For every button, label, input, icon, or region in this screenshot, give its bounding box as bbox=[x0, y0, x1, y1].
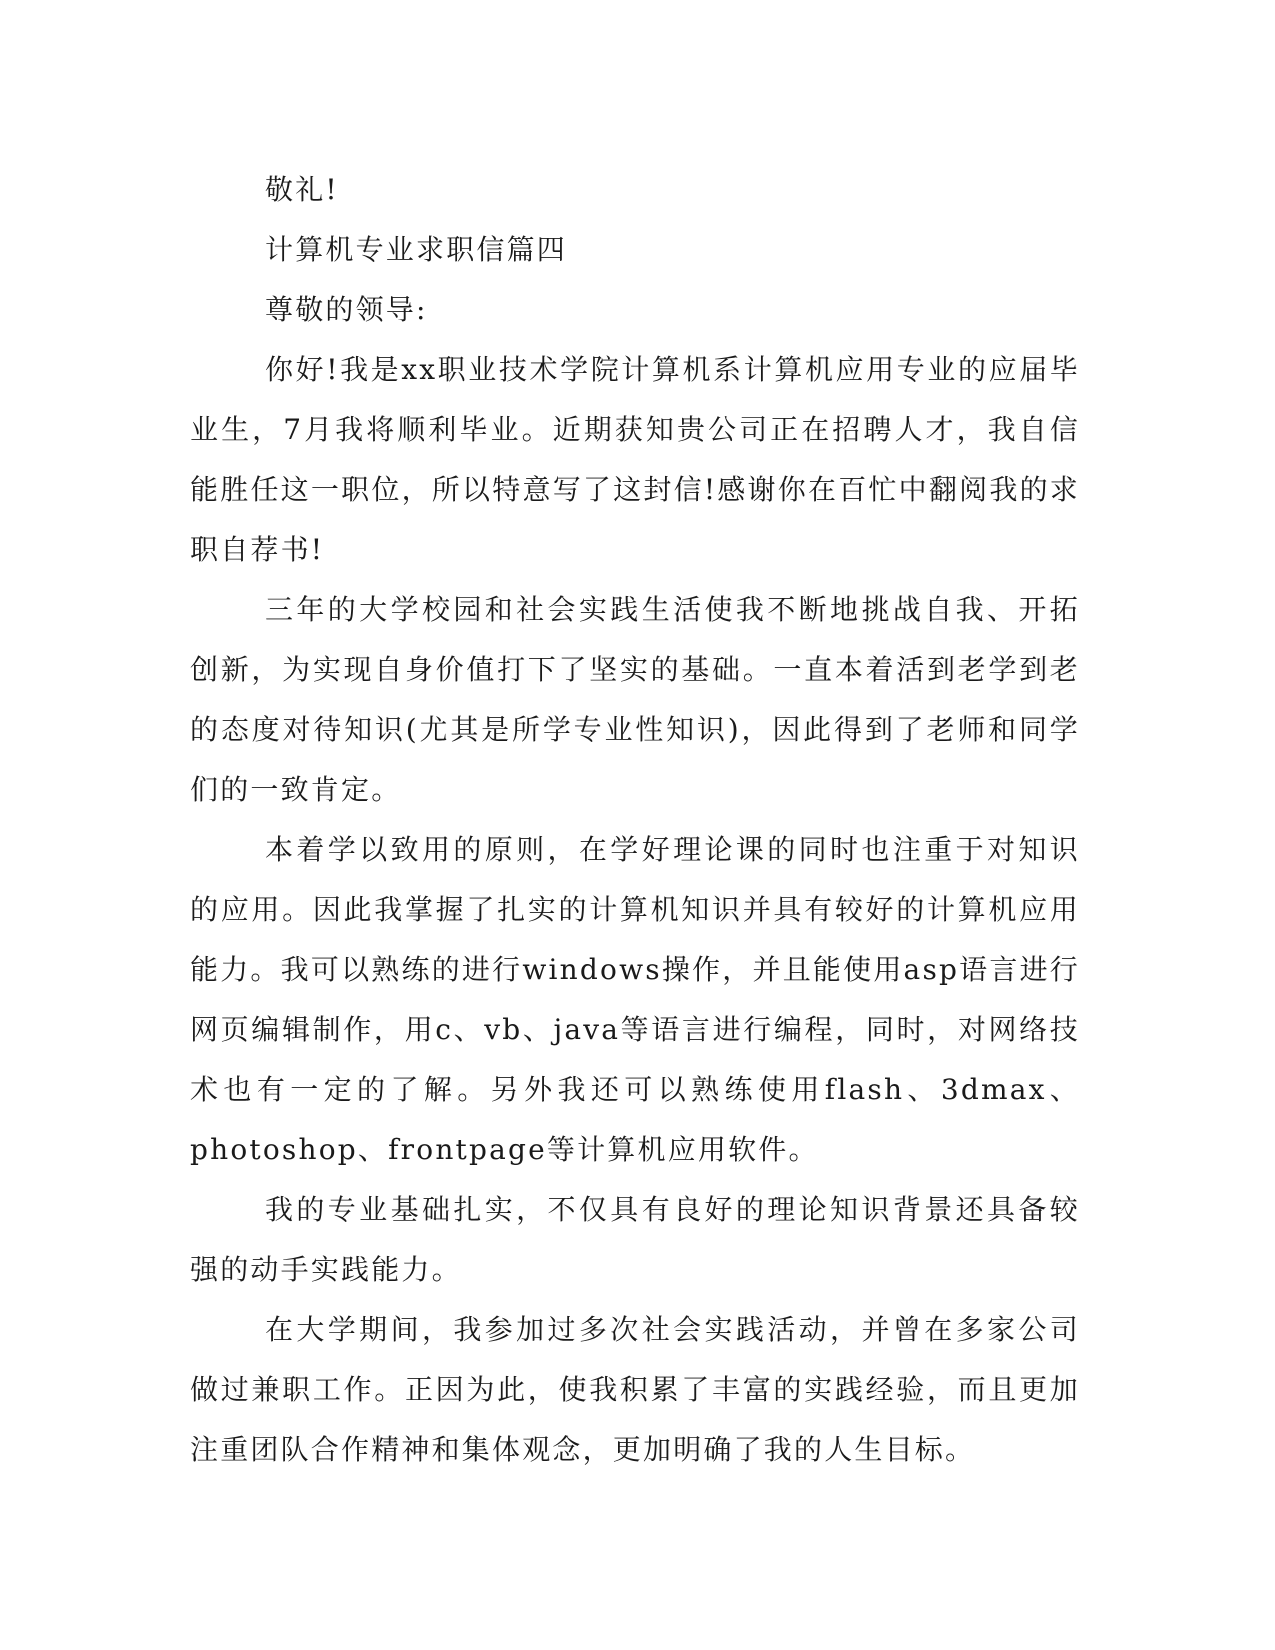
document-body bbox=[190, 160, 1080, 1480]
paragraph-intro: 你好!我是xx职业技术学院计算机系计算机应用专业的应届毕业生，7月我将顺利毕业。近期获知贵公司正在招聘人才，我自信能胜任这一职位，所以特意写了这封信!感谢你在百忙中翻阅我的求职自荐书! bbox=[190, 353, 1080, 566]
paragraph-skills: 本着学以致用的原则，在学好理论课的同时也注重于对知识的应用。因此我掌握了扎实的计算机知识并具有较好的计算机应用能力。我可以熟练的进行windows操作，并且能使用asp语言进行网页编辑制作，用c、vb、java等语言进行编程，同时，对网络技术也有一定的了解。另外我还可以熟练使用flash、3dmax、photoshop、frontpage等计算机应用软件。 bbox=[190, 833, 1080, 1166]
greeting-line: 尊敬的领导: bbox=[265, 293, 428, 326]
paragraph-practice: 在大学期间，我参加过多次社会实践活动，并曾在多家公司做过兼职工作。正因为此，使我积累了丰富的实践经验，而且更加注重团队合作精神和集体观念，更加明确了我的人生目标。 bbox=[190, 1313, 1080, 1466]
paragraph-campus-life: 三年的大学校园和社会实践生活使我不断地挑战自我、开拓创新，为实现自身价值打下了坚实的基础。一直本着活到老学到老的态度对待知识(尤其是所学专业性知识)，因此得到了老师和同学们的一致肯定。 bbox=[190, 593, 1080, 806]
section-title: 计算机专业求职信篇四 bbox=[265, 233, 568, 266]
paragraph-foundation: 我的专业基础扎实，不仅具有良好的理论知识背景还具备较强的动手实践能力。 bbox=[190, 1193, 1080, 1286]
closing-salutation: 敬礼! bbox=[265, 173, 339, 206]
